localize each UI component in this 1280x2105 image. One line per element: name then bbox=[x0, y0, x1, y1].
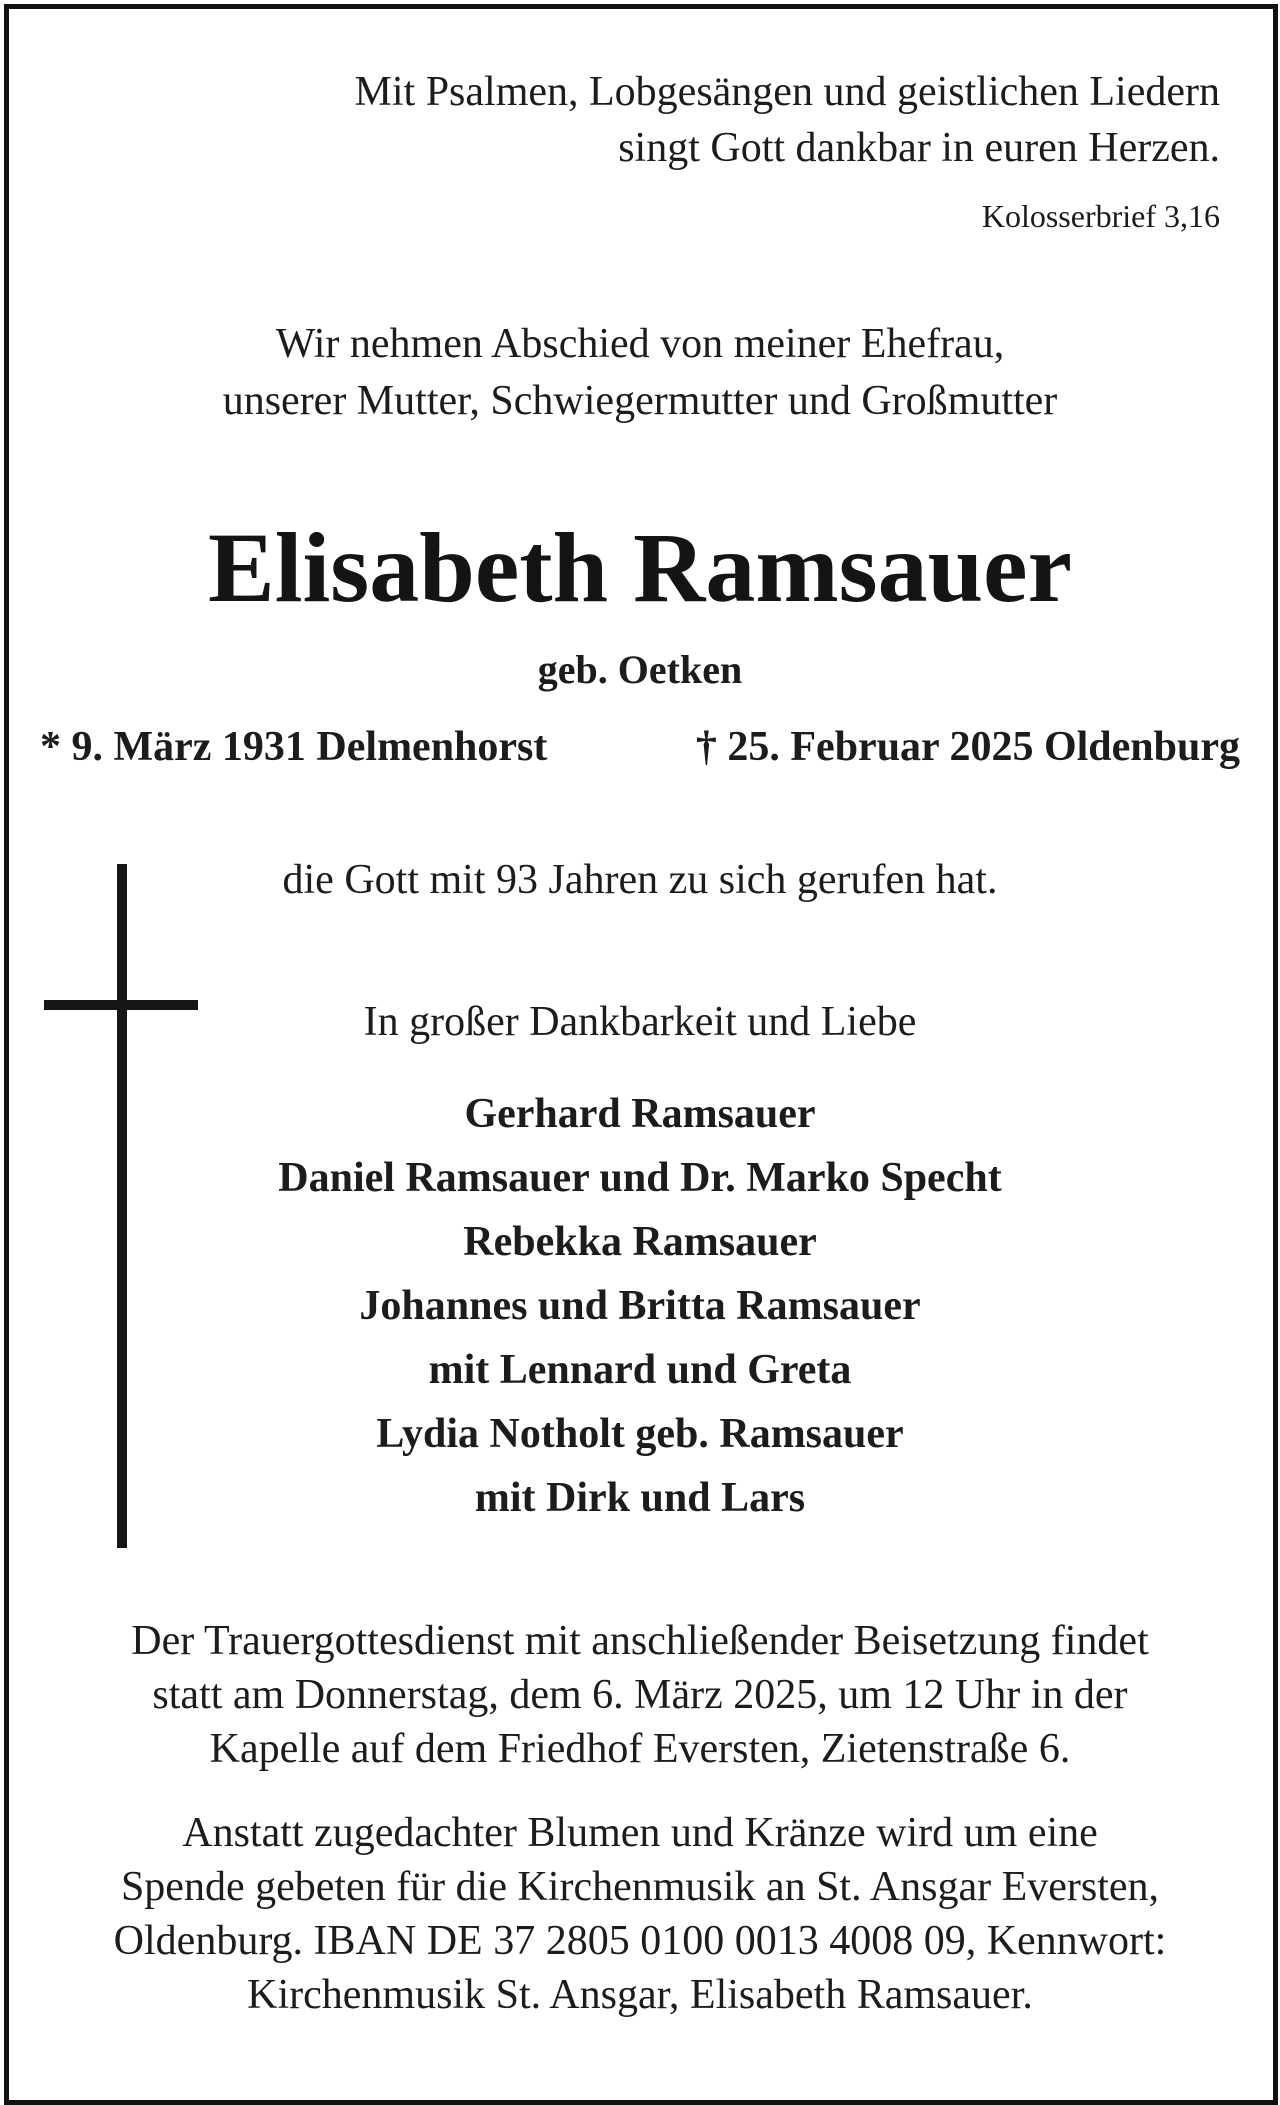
mourner: mit Dirk und Lars bbox=[474, 1475, 806, 1521]
intro-line: Wir nehmen Abschied von meiner Ehefrau, bbox=[275, 321, 1005, 367]
called-home-text: die Gott mit 93 Jahren zu sich gerufen hat. bbox=[282, 857, 998, 903]
verse-reference: Kolosserbrief 3,16 bbox=[981, 198, 1220, 234]
mourner: mit Lennard und Greta bbox=[428, 1347, 852, 1393]
verse-line: singt Gott dankbar in euren Herzen. bbox=[618, 125, 1220, 171]
service-line: Der Trauergottesdienst mit anschließender Beisetzung findet bbox=[131, 1618, 1149, 1664]
birth-date: * 9. März 1931 Delmenhorst bbox=[40, 724, 548, 770]
funeral-service-info bbox=[0, 1614, 1280, 1776]
mourner: Lydia Notholt geb. Ramsauer bbox=[376, 1411, 904, 1457]
bible-verse bbox=[220, 64, 1220, 176]
gratitude-line: In großer Dankbarkeit und Liebe bbox=[363, 999, 917, 1045]
verse-line: Mit Psalmen, Lobgesängen und geistlichen Liedern bbox=[354, 69, 1220, 115]
mourners-list bbox=[0, 1082, 1280, 1530]
deceased-name: Elisabeth Ramsauer bbox=[208, 512, 1072, 623]
donation-info bbox=[0, 1806, 1280, 2022]
mourner: Daniel Ramsauer und Dr. Marko Specht bbox=[278, 1155, 1002, 1201]
donation-line: Kirchenmusik St. Ansgar, Elisabeth Ramsauer. bbox=[247, 1972, 1033, 2018]
mourner: Johannes und Britta Ramsauer bbox=[359, 1283, 921, 1329]
donation-line: Spende gebeten für die Kirchenmusik an St. Ansgar Eversten, bbox=[120, 1864, 1160, 1910]
life-dates bbox=[40, 718, 1240, 776]
intro-line: unserer Mutter, Schwiegermutter und Großmutter bbox=[222, 378, 1058, 424]
mourner: Rebekka Ramsauer bbox=[463, 1219, 817, 1265]
service-line: Kapelle auf dem Friedhof Eversten, Zietenstraße 6. bbox=[209, 1726, 1071, 1772]
donation-line: Anstatt zugedachter Blumen und Kränze wird um eine bbox=[182, 1810, 1098, 1856]
death-date: † 25. Februar 2025 Oldenburg bbox=[695, 724, 1240, 770]
farewell-intro bbox=[0, 316, 1280, 430]
donation-line: Oldenburg. IBAN DE 37 2805 0100 0013 4008 09, Kennwort: bbox=[113, 1918, 1167, 1964]
maiden-name: geb. Oetken bbox=[537, 647, 743, 692]
service-line: statt am Donnerstag, dem 6. März 2025, um 12 Uhr in der bbox=[152, 1672, 1128, 1718]
mourner: Gerhard Ramsauer bbox=[464, 1091, 816, 1137]
